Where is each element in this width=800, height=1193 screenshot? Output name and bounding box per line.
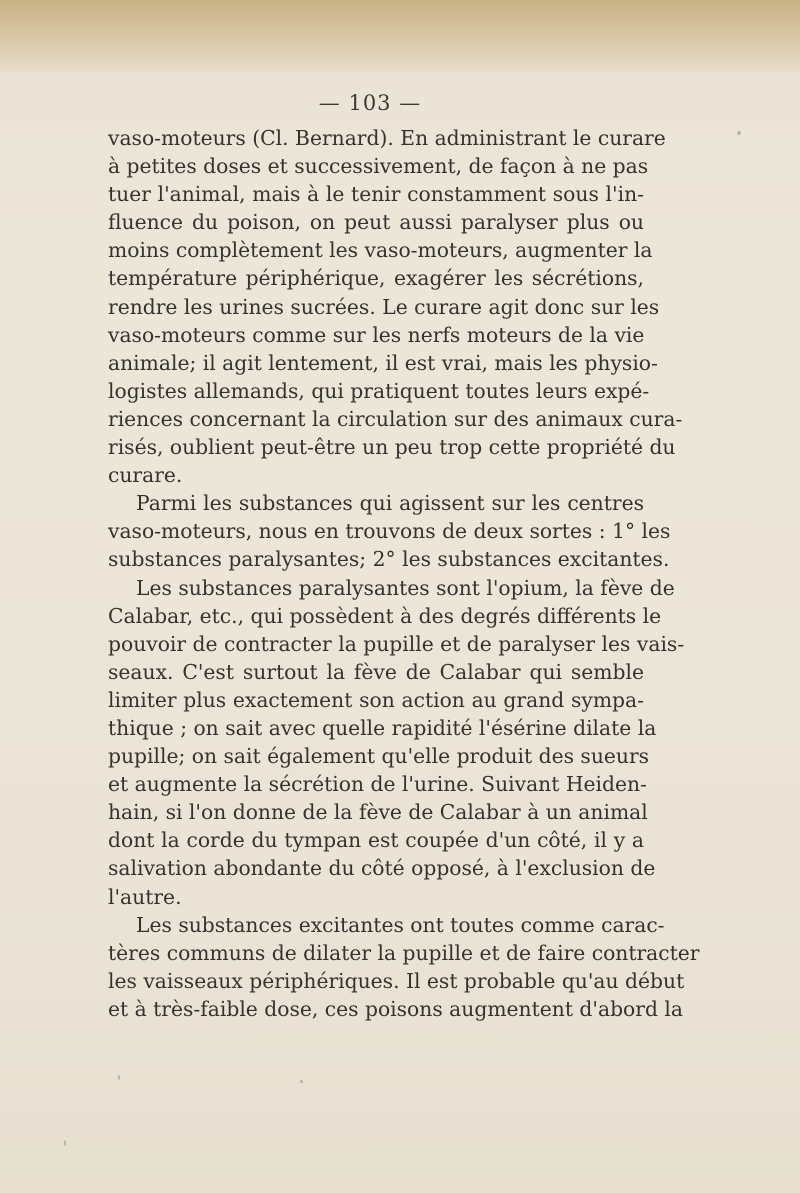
paper-speck [737,131,741,135]
text-line: Les substances paralysantes sont l'opium, la fève de [136,575,675,600]
text-line: pupille; on sait également qu'elle produit des sueurs [108,744,650,769]
page-top-edge [0,0,800,72]
text-line: et à très-faible dose, ces poisons augmentent d'abord la [108,996,683,1021]
text-line: riences concernant la circulation sur des animaux cura- [108,406,683,431]
text-line: vaso-moteurs comme sur les nerfs moteurs de la vie [108,322,645,347]
text-line: risés, oublient peut-être un peu trop cette propriété du [108,435,676,460]
body-text [108,124,700,1023]
text-line: limiter plus exactement son action au grand sympa- [108,687,644,712]
text-line: logistes allemands, qui pratiquent toutes leurs expé- [108,378,650,403]
text-line: et augmente la sécrétion de l'urine. Suivant Heiden- [108,772,647,797]
page-number: — 103 — [318,91,422,115]
text-line: substances paralysantes; 2° les substances excitantes. [108,547,670,572]
text-line: rendre les urines sucrées. Le curare agit donc sur les [108,294,660,319]
text-line: tères communs de dilater la pupille et de faire contracter [108,940,700,965]
paper-speck [300,1080,303,1083]
text-line: vaso-moteurs (Cl. Bernard). En administrant le curare [108,126,666,150]
text-line: dont la corde du tympan est coupée d'un côté, il y a [108,828,644,853]
text-line: les vaisseaux périphériques. Il est probable qu'au début [108,968,685,993]
text-line: seaux. C'est surtout la fève de Calabar qui semble [108,659,644,684]
text-line: thique ; on sait avec quelle rapidité l'ésérine dilate la [108,715,657,740]
text-line: salivation abondante du côté opposé, à l'exclusion de [108,856,656,881]
paper-speck [118,1075,120,1080]
text-line: tuer l'animal, mais à le tenir constamment sous l'in- [108,182,644,207]
text-line: Calabar, etc., qui possèdent à des degrés différents le [108,603,662,628]
text-line: animale; il agit lentement, il est vrai, mais les physio- [108,350,658,375]
text-line: température périphérique, exagérer les sécrétions, [108,266,644,291]
text-line: Parmi les substances qui agissent sur les centres [136,491,644,516]
text-line: Les substances excitantes ont toutes comme carac- [136,912,665,937]
text-line: fluence du poison, on peut aussi paralyser plus ou [108,210,644,235]
paper-speck [64,1140,66,1146]
text-line: hain, si l'on donne de la fève de Calabar à un animal [108,800,648,825]
text-line: moins complètement les vaso-moteurs, augmenter la [108,238,653,263]
text-line: curare. [108,463,183,488]
text-line: vaso-moteurs, nous en trouvons de deux sortes : 1° les [108,519,671,544]
text-line: à petites doses et successivement, de façon à ne pas [108,154,649,179]
text-line: pouvoir de contracter la pupille et de paralyser les vais- [108,631,685,656]
text-line: l'autre. [108,884,182,909]
